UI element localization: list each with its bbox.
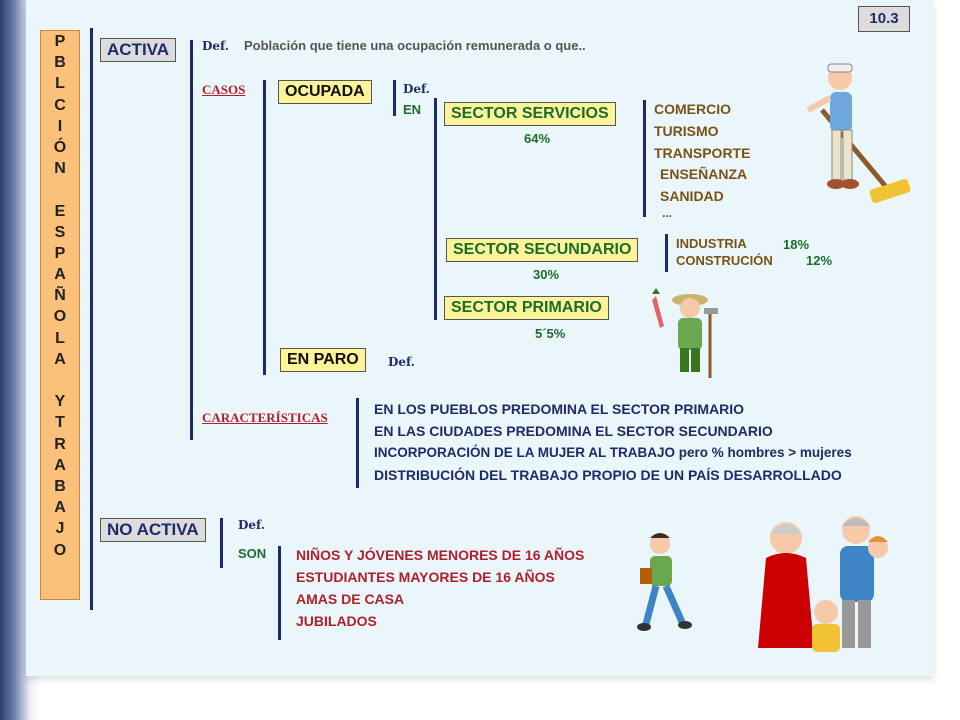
activa-box: ACTIVA	[100, 38, 176, 62]
farmer-illustration	[646, 286, 728, 382]
no-activa-item: NIÑOS Y JÓVENES MENORES DE 16 AÑOS	[296, 547, 585, 563]
sidebar-letter	[41, 179, 79, 200]
family-illustration	[748, 508, 908, 658]
sidebar-letter: P	[54, 33, 66, 50]
sidebar-letter: B	[54, 477, 66, 495]
sidebar-letter: O	[53, 541, 67, 559]
section-badge: 10.3	[858, 6, 910, 32]
activa-def-label: Def.	[202, 39, 229, 53]
sidebar-letter: L	[55, 75, 65, 93]
caracteristica-item: DISTRIBUCIÓN DEL TRABAJO PROPIO DE UN PAÍS DESARROLLADO	[374, 467, 842, 483]
sidebar-letter: S	[54, 223, 66, 241]
casos-label: CASOS	[202, 82, 246, 97]
no-activa-box: NO ACTIVA	[100, 518, 206, 542]
sidebar-letter	[41, 370, 79, 391]
secundario-item-pct: 18%	[783, 237, 810, 252]
sidebar-letter: R	[54, 435, 66, 453]
caracteristica-item: INCORPORACIÓN DE LA MUJER AL TRABAJO pero % hombres > mujeres	[374, 445, 852, 460]
sidebar-letter: Y	[54, 393, 66, 411]
sidebar-letter: Ñ	[54, 287, 66, 305]
caracteristica-item: EN LAS CIUDADES PREDOMINA EL SECTOR SECUNDARIO	[374, 423, 773, 439]
sidebar-letter: I	[57, 117, 63, 135]
sidebar-title	[40, 30, 80, 600]
sector-servicios-box: SECTOR SERVICIOS	[444, 102, 616, 126]
servicios-pct: 64%	[524, 131, 551, 146]
secundario-item-pct: 12%	[806, 253, 833, 268]
student-illustration	[630, 528, 702, 634]
servicios-item: TURISMO	[654, 123, 719, 139]
sidebar-letter: B	[54, 54, 66, 72]
activa-definition: Población que tiene una ocupación remunerada o que..	[244, 38, 586, 53]
no-activa-def-label: Def.	[238, 518, 265, 532]
ocupada-line	[393, 80, 396, 116]
sector-secundario-box: SECTOR SECUNDARIO	[446, 238, 638, 262]
sidebar-letter: A	[54, 350, 66, 368]
sidebar-letter: E	[54, 202, 66, 220]
sidebar-letter: C	[54, 96, 66, 114]
caracteristica-item: EN LOS PUEBLOS PREDOMINA EL SECTOR PRIMARIO	[374, 401, 745, 417]
sidebar-letter: J	[55, 520, 65, 538]
secundario-pct: 30%	[533, 267, 560, 282]
ocupada-def-label: Def.	[403, 82, 430, 96]
en-paro-box: EN PARO	[280, 348, 366, 372]
ocupada-en-label: EN	[403, 102, 422, 117]
main-divider	[90, 28, 93, 610]
sidebar-letter: A	[54, 266, 66, 284]
sidebar-letter: L	[55, 329, 65, 347]
sidebar-letter: T	[55, 414, 65, 432]
sector-primario-box: SECTOR PRIMARIO	[444, 296, 609, 320]
sidebar-letter: Ó	[53, 138, 67, 156]
servicios-item: SANIDAD	[660, 188, 724, 204]
sidebar-letter: N	[54, 160, 66, 178]
no-activa-item: AMAS DE CASA	[296, 591, 405, 607]
no-activa-item: JUBILADOS	[296, 613, 377, 629]
servicios-item: COMERCIO	[654, 101, 731, 117]
no-activa-item: ESTUDIANTES MAYORES DE 16 AÑOS	[296, 569, 555, 585]
caracteristicas-label: CARACTERÍSTICAS	[202, 410, 328, 425]
son-line	[278, 546, 281, 640]
casos-line	[263, 80, 266, 375]
secundario-item: CONSTRUCIÓN	[676, 253, 773, 268]
sidebar-letter: A	[54, 456, 66, 474]
secundario-line	[665, 234, 668, 272]
no-activa-line	[220, 518, 223, 568]
activa-line	[190, 40, 193, 440]
servicios-line	[643, 100, 646, 217]
servicios-item: TRANSPORTE	[654, 145, 751, 161]
en-paro-def-label: Def.	[388, 355, 415, 369]
sectors-line	[434, 98, 437, 320]
sidebar-letter: A	[54, 499, 66, 517]
sidebar-letter: P	[54, 244, 66, 262]
sweeper-worker-illustration	[792, 58, 916, 208]
caracteristicas-line	[356, 398, 359, 488]
primario-pct: 5´5%	[535, 326, 566, 341]
ocupada-box: OCUPADA	[278, 80, 372, 104]
servicios-item: ...	[662, 206, 673, 220]
no-activa-son-label: SON	[238, 546, 267, 561]
sidebar-letter: O	[53, 308, 67, 326]
secundario-item: INDUSTRIA	[676, 236, 747, 251]
servicios-item: ENSEÑANZA	[660, 166, 748, 182]
